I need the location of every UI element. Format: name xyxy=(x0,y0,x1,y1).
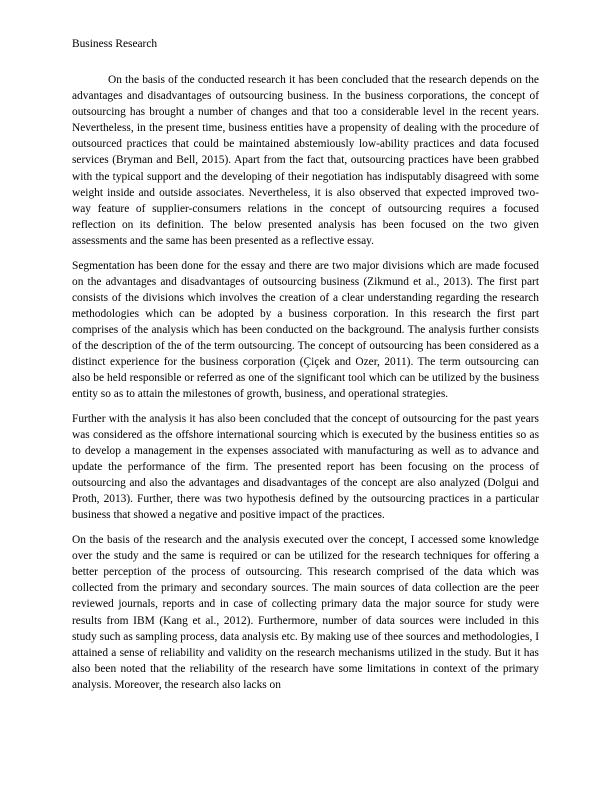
running-header: Business Research xyxy=(72,38,158,50)
paragraph-further-analysis: Further with the analysis it has also been concluded that the concept of outsourcing for the past years was considered as the offshore international sourcing which is executed by the business entities so as to develop a management in the expenses associated with manufacturing as well as to advance and update the performance of the firm. The presented report has been focusing on the process of outsourcing and also the advantages and disadvantages of the concept are also analyzed (Dolgui and Proth, 2013). Further, there was two hypothesis defined by the outsourcing practices in a particular business that showed a negative and positive impact of the practices. xyxy=(72,412,539,522)
paragraph-introduction: On the basis of the conducted research it has been concluded that the research depends on the advantages and disadvantages of outsourcing business. In the business corporations, the concept of outsourcing has brought a number of changes and that too a considerable level in the recent years. Nevertheless, in the present time, business entities have a propensity of dealing with the procedure of outsourced practices that could be maintained abstemiously low-ability practices and data focused services (Bryman and Bell, 2015). Apart from the fact that, outsourcing practices have been grabbed with the typical support and the developing of their negotiation has indisputably disagreed with some weight inside and outside associates. Nevertheless, it is also observed that expected improved two-way feature of supplier-consumers relations in the concept of outsourcing requires a focused reflection on its definition. The below presented analysis has been focused on the two given assessments and the same has been presented as a reflective essay. xyxy=(72,74,539,247)
paragraph-research-basis: On the basis of the research and the analysis executed over the concept, I accessed some knowledge over the study and the same is required or can be utilized for the research techniques for offering a better perception of the process of outsourcing. This research comprised of the data which was collected from the primary and secondary sources. The main sources of data collection are the peer reviewed journals, reports and in case of collecting primary data the major source for study were results from IBM (Kang et al., 2012). Furthermore, number of data sources were included in this study such as sampling process, data analysis etc. By making use of thee sources and methodologies, I attained a sense of reliability and validity on the research mechanisms utilized in the study. But it has also been noted that the reliability of the research have some limitations in context of the primary analysis. Moreover, the research also lacks on xyxy=(72,534,539,691)
document-body xyxy=(72,72,539,701)
paragraph-segmentation: Segmentation has been done for the essay and there are two major divisions which are made focused on the advantages and disadvantages of outsourcing business (Zikmund et al., 2013). The first part consists of the divisions which involves the creation of a clear understanding regarding the research methodologies which can be adopted by a business corporation. In this research the first part comprises of the analysis which has been conducted on the background. The analysis further consists of the description of the of the term outsourcing. The concept of outsourcing has been considered as a distinct experience for the business corporation (Çiçek and Ozer, 2011). The term outsourcing can also be held responsible or referred as one of the significant tool which can be utilized by the business entity so as to attain the milestones of growth, business, and operational strategies. xyxy=(72,259,539,401)
